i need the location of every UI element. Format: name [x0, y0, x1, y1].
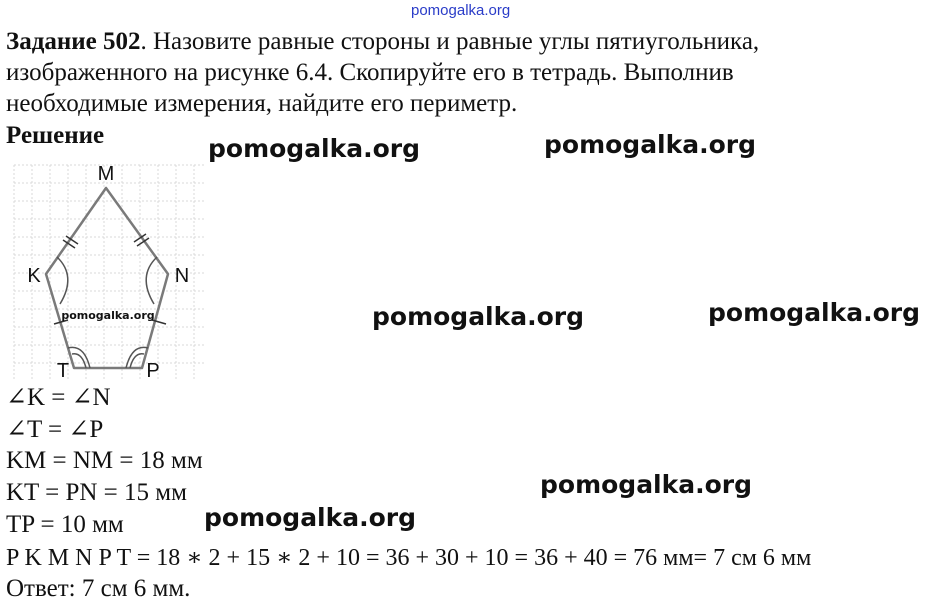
task-statement	[6, 26, 759, 119]
watermark-6: pomogalka.org	[204, 503, 417, 532]
answer: Ответ: 7 см 6 мм.	[6, 575, 191, 602]
task-line-3: необходимые измерения, найдите его периметр.	[6, 90, 518, 117]
top-watermark: pomogalka.org	[411, 2, 511, 19]
watermark-2: pomogalka.org	[544, 130, 757, 159]
angle-equality-t-p: ∠T = ∠P	[6, 416, 104, 443]
pentagon-figure	[10, 158, 210, 383]
watermark-3: pomogalka.org	[372, 302, 585, 331]
task-line-1-text: . Назовите равные стороны и равные углы пятиугольника,	[140, 28, 760, 55]
side-equality-kt-pn: KT = PN = 15 мм	[6, 479, 187, 506]
task-number: Задание 502	[6, 28, 141, 55]
side-equality-km-nm: KM = NM = 18 мм	[6, 447, 203, 474]
angle-equality-k-n: ∠K = ∠N	[6, 384, 111, 411]
watermark-4: pomogalka.org	[708, 298, 921, 327]
watermark-5: pomogalka.org	[540, 470, 753, 499]
task-line-1	[6, 26, 759, 57]
vertex-label-n: N	[174, 265, 190, 287]
pentagon-outline	[46, 188, 168, 368]
perimeter-calculation: P K M N P T = 18 ∗ 2 + 15 ∗ 2 + 10 = 36 + 30 + 10 = 36 + 40 = 76 мм= 7 см 6 мм	[6, 545, 812, 571]
task-line-2: изображенного на рисунке 6.4. Скопируйте его в тетрадь. Выполнив	[6, 59, 734, 86]
vertex-label-m: M	[97, 163, 115, 185]
side-tp: TP = 10 мм	[6, 511, 124, 538]
vertex-label-k: K	[27, 265, 41, 287]
vertex-label-t: T	[56, 360, 70, 382]
vertex-label-p: P	[146, 360, 160, 382]
solution-heading: Решение	[6, 122, 105, 149]
watermark-1: pomogalka.org	[208, 134, 421, 163]
figure-watermark: pomogalka.org	[61, 309, 155, 322]
